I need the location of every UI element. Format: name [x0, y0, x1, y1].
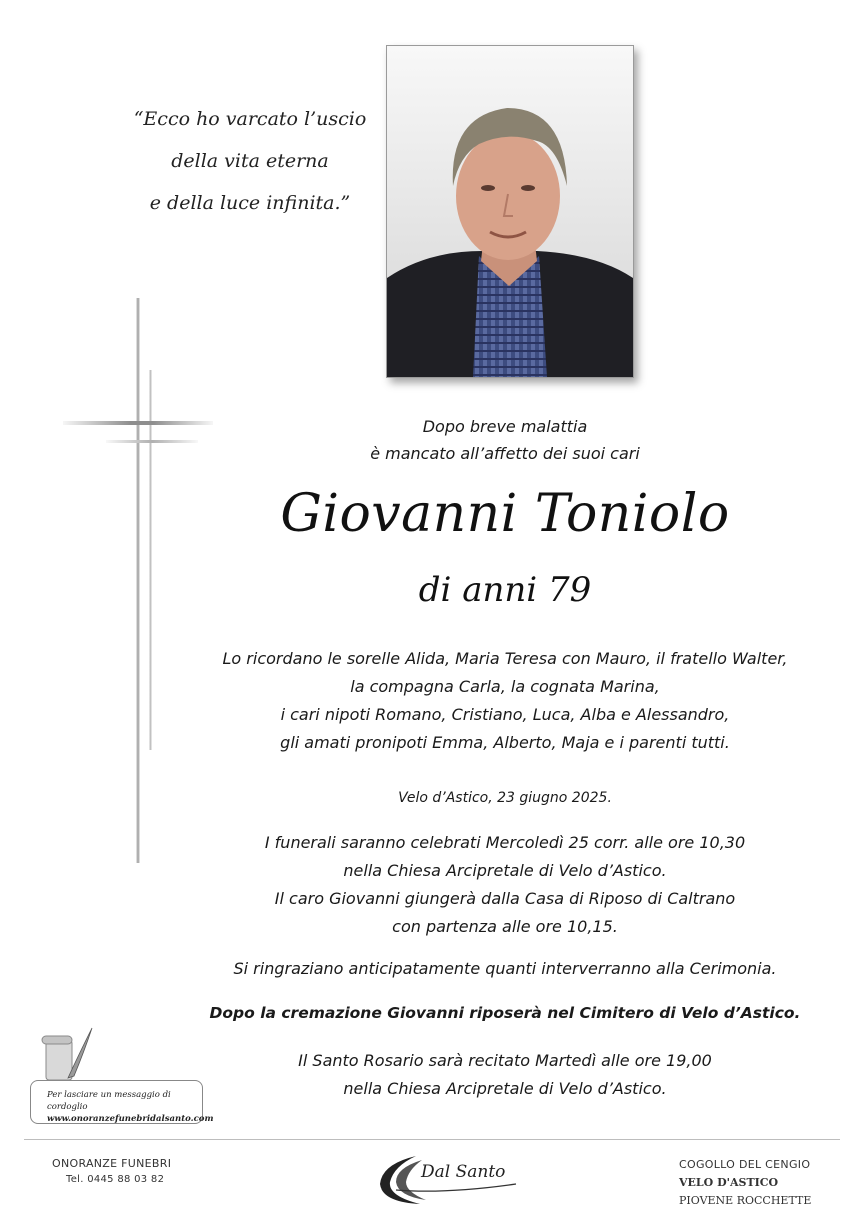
family-line-1: Lo ricordano le sorelle Alida, Maria Teresa con Mauro, il fratello Walter,	[222, 649, 788, 668]
funeral-line-1: I funerali saranno celebrati Mercoledì 25 corr. alle ore 10,30	[264, 833, 746, 852]
deceased-age: di anni 79	[418, 570, 592, 610]
quote-line-3: e della luce infinita.”	[149, 192, 351, 214]
intro-line-1: Dopo breve malattia	[422, 417, 588, 436]
footer-location-2: VELO D'ASTICO	[679, 1176, 779, 1189]
intro-line-2: è mancato all’affetto dei suoi cari	[370, 444, 640, 463]
footer-location-3: PIOVENE ROCCHETTE	[679, 1194, 812, 1207]
condolence-label: Per lasciare un messaggio di cordoglio	[47, 1090, 171, 1112]
epitaph-quote	[120, 98, 380, 224]
cross-icon	[136, 298, 140, 863]
funeral-line-2: nella Chiesa Arcipretale di Velo d’Astico.	[343, 861, 667, 880]
footer-divider	[24, 1139, 840, 1140]
cremation-text: Dopo la cremazione Giovanni riposerà nel Cimitero di Velo d’Astico.	[209, 1004, 801, 1022]
family-list	[180, 645, 830, 757]
footer-phone: Tel. 0445 88 03 82	[66, 1174, 165, 1185]
funeral-line-4: con partenza alle ore 10,15.	[392, 917, 618, 936]
portrait-illustration	[387, 46, 633, 377]
rosary-line-1: Il Santo Rosario sarà recitato Martedì alle ore 19,00	[298, 1051, 712, 1070]
footer-locations	[679, 1156, 811, 1210]
footer-company	[52, 1157, 171, 1185]
thanks-text: Si ringraziano anticipatamente quanti interverranno alla Cerimonia.	[233, 959, 777, 978]
condolence-message-box[interactable]	[30, 1080, 214, 1124]
deceased-name: Giovanni Toniolo	[280, 484, 730, 544]
funeral-line-3: Il caro Giovanni giungerà dalla Casa di Riposo di Caltrano	[274, 889, 736, 908]
quote-line-2: della vita eterna	[171, 150, 329, 172]
footer-logo-text: Dal Santo	[421, 1162, 506, 1182]
portrait-photo	[386, 45, 634, 378]
place-date: Velo d’Astico, 23 giugno 2025.	[398, 790, 612, 806]
rosary-details	[180, 1047, 830, 1103]
quote-line-1: “Ecco ho varcato l’uscio	[133, 108, 367, 130]
scroll-quill-icon	[38, 1026, 98, 1086]
footer-location-1: COGOLLO DEL CENGIO	[679, 1158, 811, 1171]
family-line-3: i cari nipoti Romano, Cristiano, Luca, Alba e Alessandro,	[280, 705, 730, 724]
footer-company-title: ONORANZE FUNEBRI	[52, 1157, 172, 1170]
cross-icon-shadow	[149, 370, 152, 750]
family-line-2: la compagna Carla, la cognata Marina,	[350, 677, 660, 696]
family-line-4: gli amati pronipoti Emma, Alberto, Maja e i parenti tutti.	[280, 733, 730, 752]
intro-text	[180, 413, 830, 467]
funeral-details	[180, 829, 830, 941]
rosary-line-2: nella Chiesa Arcipretale di Velo d’Astico.	[343, 1079, 667, 1098]
condolence-site-link[interactable]: www.onoranzefunebridalsanto.com	[47, 1114, 214, 1124]
